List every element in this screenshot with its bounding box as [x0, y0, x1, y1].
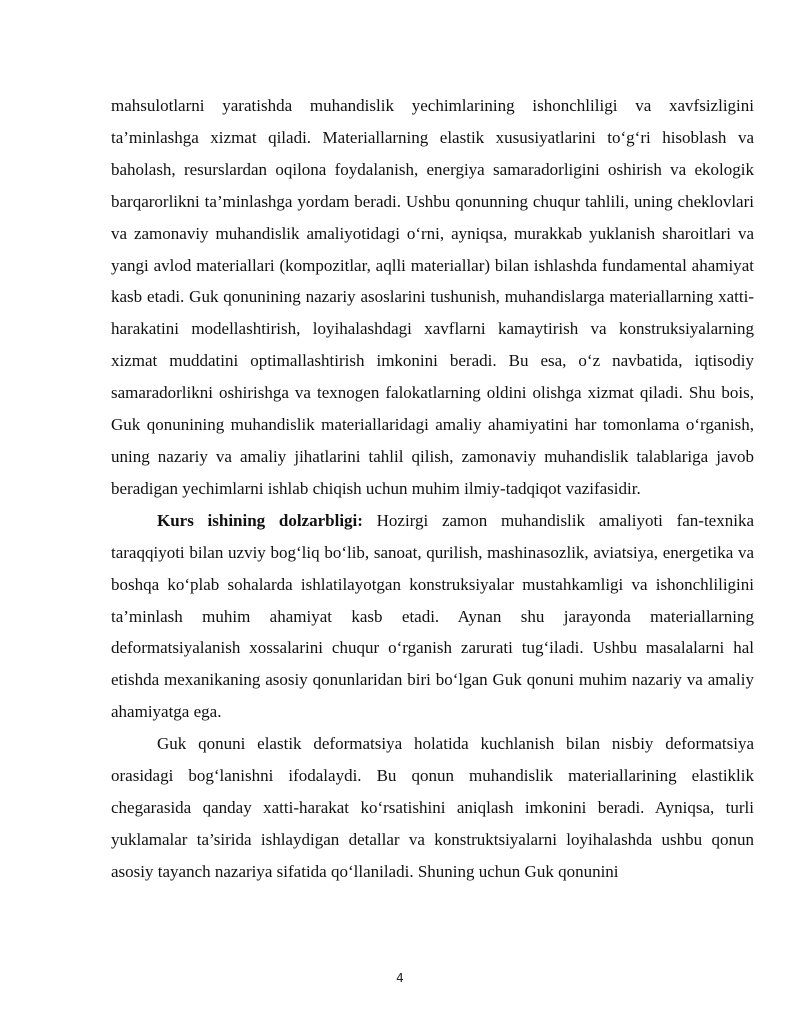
paragraph-hooke-law: Guk qonuni elastik deformatsiya holatida kuchlanish bilan nisbiy deformatsiya orasidagi bog‘lanishni ifodalaydi. Bu qonun muhandislik materiallarining elastiklik chegarasida qanday xatti-harakat ko‘rsatishini aniqlash imkonini beradi. Ayniqsa, turli yuklamalar ta’sirida ishlaydigan detallar va konstruktsiyalarni loyihalashda ushbu qonun asosiy tayanch nazariya sifatida qo‘llaniladi. Shuning uchun Guk qonunini — [111, 734, 754, 881]
page-body — [111, 90, 754, 888]
page-number: 4 — [396, 971, 404, 985]
paragraph-continuation: mahsulotlarni yaratishda muhandislik yechimlarining ishonchliligi va xavfsizligini ta’minlashga xizmat qiladi. Materiallarning elastik xususiyatlarini to‘g‘ri hisoblash va baholash, resurslardan oqilona foydalanish, energiya samaradorligini oshirish va ekologik barqarorlikni ta’minlashga yordam beradi. Ushbu qonunning chuqur tahlili, uning cheklovlari va zamonaviy muhandislik amaliyotidagi o‘rni, ayniqsa, murakkab yuklanish sharoitlari va yangi avlod materiallari (kompozitlar, aqlli materiallar) bilan ishlashda fundamental ahamiyat kasb etadi. Guk qonunining nazariy asoslarini tushunish, muhandislarga materiallarning xatti-harakatini modellashtirish, loyihalashdagi xavflarni kamaytirish va konstruksiyalarning xizmat muddatini optimallashtirish imkonini beradi. Bu esa, o‘z navbatida, iqtisodiy samaradorlikni oshirishga va texnogen falokatlarning oldini olishga xizmat qiladi. Shu bois, Guk qonunining muhandislik materiallaridagi amaliy ahamiyatini har tomonlama o‘rganish, uning nazariy va amaliy jihatlarini tahlil qilish, zamonaviy muhandislik talablariga javob beradigan yechimlarni ishlab chiqish uchun muhim ilmiy-tadqiqot vazifasidir. — [111, 96, 754, 498]
paragraph-relevance — [111, 505, 754, 728]
relevance-heading: Kurs ishining dolzarbligi: — [157, 510, 363, 530]
relevance-text: Hozirgi zamon muhandislik amaliyoti fan-texnika taraqqiyoti bilan uzviy bog‘liq bo‘lib, sanoat, qurilish, mashinasozlik, aviatsiya, energetika va boshqa ko‘plab sohalarda ishlatilayotgan konstruksiyalar mustahkamligi va ishonchliligini ta’minlash muhim ahamiyat kasb etadi. Aynan shu jarayonda materiallarning deformatsiyalanish xossalarini chuqur o‘rganish zarurati tug‘iladi. Ushbu masalalarni hal etishda mexanikaning asosiy qonunlaridan biri bo‘lgan Guk qonuni muhim nazariy va amaliy ahamiyatga ega. — [111, 510, 754, 722]
